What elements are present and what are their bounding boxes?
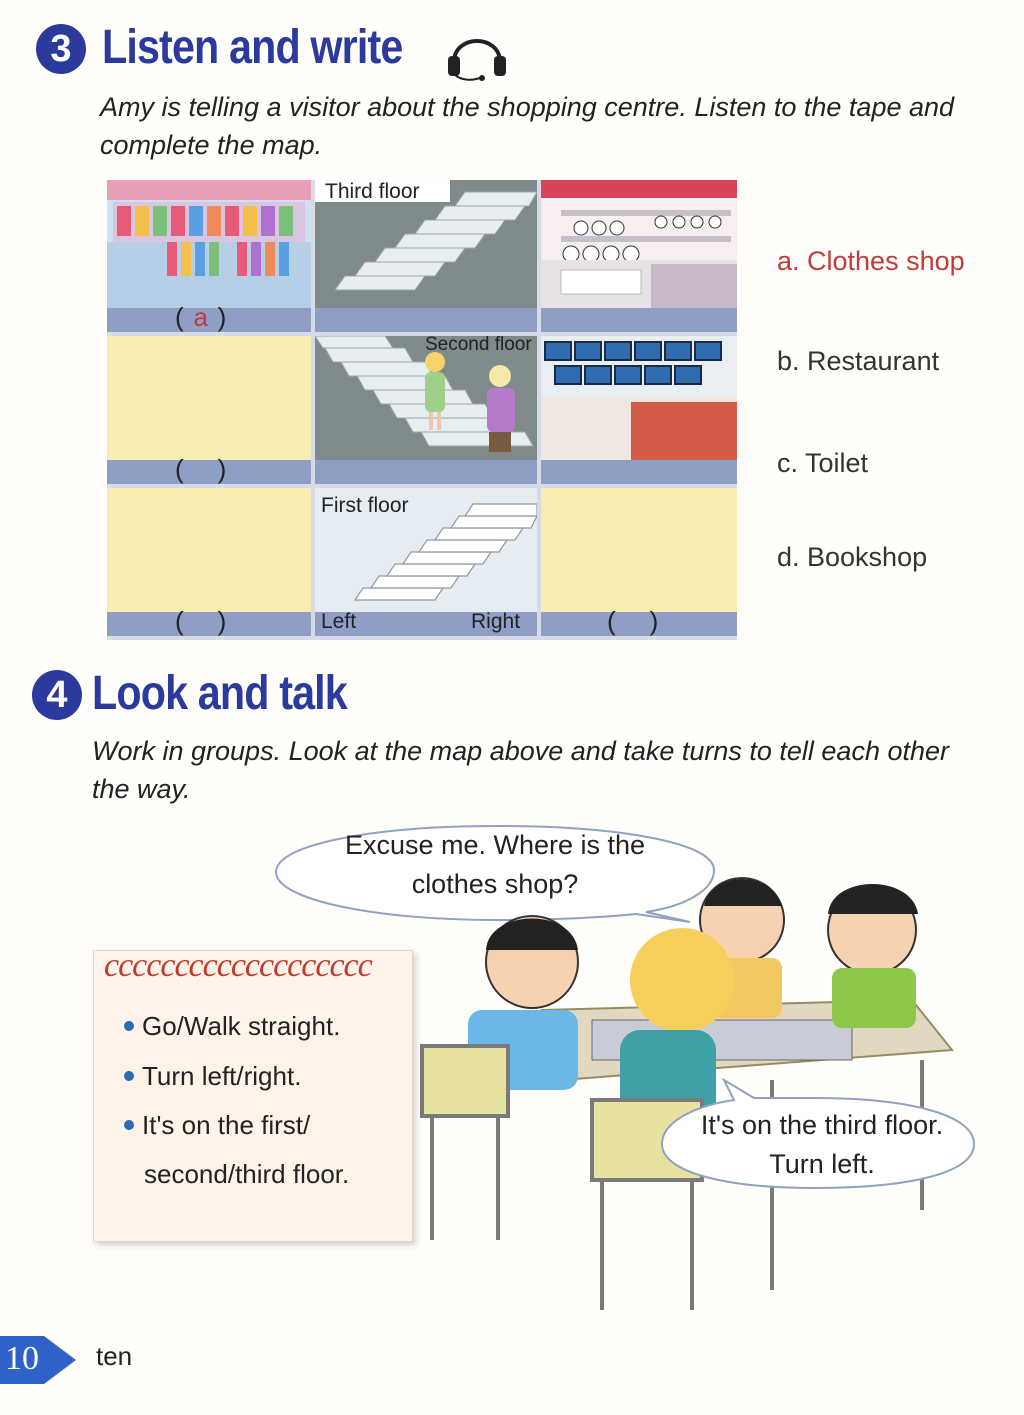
shopping-centre-map xyxy=(107,180,737,640)
option-clothes-shop: a. Clothes shop xyxy=(777,246,965,276)
map-strip xyxy=(541,308,737,332)
section-number-badge: 3 xyxy=(36,24,86,74)
headphones-icon xyxy=(444,24,510,82)
section-instruction: Work in groups. Look at the map above and take turns to tell each other the way. xyxy=(92,736,949,804)
question-line-1: Excuse me. Where is the xyxy=(344,830,646,860)
option-bookshop: d. Bookshop xyxy=(777,542,928,572)
answer-blank: ( ) xyxy=(175,606,227,636)
first-floor-label: First floor xyxy=(321,494,409,517)
third-floor-label: Third floor xyxy=(325,180,420,203)
section-title: Listen and write xyxy=(102,21,403,74)
answer-line-1: It's on the third floor. xyxy=(700,1110,944,1140)
answer-blank: ( ) xyxy=(175,454,227,484)
map-strip xyxy=(541,460,737,484)
useful-phrases-notepad xyxy=(93,947,413,1242)
section-instruction: Amy is telling a visitor about the shopping centre. Listen to the tape and complete the map. xyxy=(100,92,955,160)
map-strip xyxy=(315,460,537,484)
option-restaurant: b. Restaurant xyxy=(777,346,940,376)
blank-shop-1 xyxy=(107,336,311,460)
map-strip xyxy=(315,308,537,332)
answer-blank: ( a ) xyxy=(175,302,227,332)
notepad-spiral: ccccccccccccccccccc xyxy=(104,947,372,984)
page-word: ten xyxy=(96,1341,133,1371)
phrase-line: Go/Walk straight. xyxy=(124,1011,340,1042)
electronics-shop-picture xyxy=(541,336,737,460)
bookshop-toy-shelf-picture xyxy=(541,180,737,308)
second-floor-label: Second floor xyxy=(425,334,532,355)
blank-shop-2 xyxy=(107,488,311,612)
answer-blank: ( ) xyxy=(607,606,659,636)
question-line-2: clothes shop? xyxy=(411,869,579,899)
page-number: 10 xyxy=(0,1336,44,1384)
right-direction-label: Right xyxy=(471,610,521,633)
blank-shop-3 xyxy=(541,488,737,612)
phrase-line: It's on the first/ xyxy=(124,1110,310,1141)
section-number-badge: 4 xyxy=(32,670,82,720)
phrase-line: Turn left/right. xyxy=(124,1061,301,1092)
phrase-line: second/third floor. xyxy=(144,1159,350,1189)
page-tab-arrow-icon xyxy=(44,1336,76,1384)
section-title: Look and talk xyxy=(92,667,347,720)
left-direction-label: Left xyxy=(321,610,357,633)
clothes-shop-picture xyxy=(107,180,311,308)
woman-figure xyxy=(487,365,515,452)
option-toilet: c. Toilet xyxy=(777,448,869,478)
answer-line-2: Turn left. xyxy=(769,1149,875,1179)
